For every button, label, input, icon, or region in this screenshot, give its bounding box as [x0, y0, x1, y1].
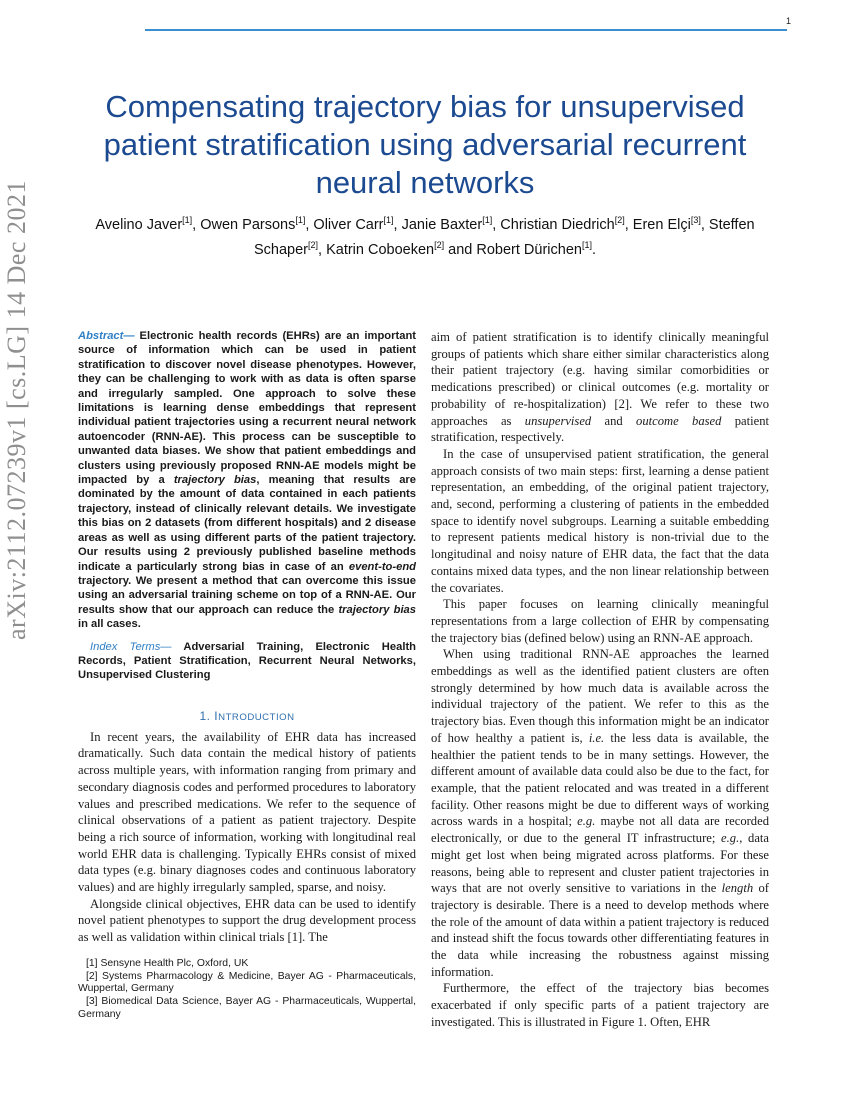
author: Oliver Carr[1] [313, 215, 394, 233]
page-number: 1 [786, 16, 792, 26]
index-terms-label: Index Terms— [90, 640, 172, 653]
author: Avelino Javer[1] [95, 215, 193, 233]
author-list: Avelino Javer[1], Owen Parsons[1], Oliver Carr[1], Janie Baxter[1], Christian Diedrich[2], Eren Elçi[3], Steffen Schaper[2], Katrin Coboeken[2] and Robert Dürichen[1]. [95, 215, 755, 258]
abstract: Abstract— Electronic health records (EHRs) are an important source of information which can be used in patient stratification to discover novel disease phenotypes. However, they can be challenging to work with as data is often sparse and irregularly sampled. One approach to solve these limitations is learning dense embeddings that represent individual patient trajectories using a recurrent neural network autoencoder (RNN-AE). This process can be susceptible to unwanted data biases. We show that patient embeddings and clusters using previously proposed RNN-AE models might be impacted by a trajectory bias, meaning that results are dominated by the amount of data contained in each patients trajectory, instead of clinically relevant details. We investigate this bias on 2 datasets (from different hospitals) and 2 disease areas as well as using different parts of the patient trajectory. Our results using 2 previously published baseline methods indicate a particularly strong bias in case of an event-to-end trajectory. We present a method that can overcome this issue using an adversarial training scheme on top of a RNN-AE. Our results show that our approach can reduce the trajectory bias in all cases. [78, 330, 417, 631]
body-paragraph: In recent years, the availability of EHR data has increased dramatically. Such data contain the medical history of patients across multiple years, with information ranging from primary and secondary diagnosis codes and performed procedures to laboratory values and prescribed medications. We refer to the sequence of clinical observations of a patient as patient trajectory. Despite being a rich source of information, working with longitudinal real world EHR data is challenging. Typically EHRs consist of mixed data types (e.g. binary diagnoses codes and continuous laboratory values) and are highly irregularly sampled, sparse, and noisy. [78, 729, 416, 895]
body-paragraph: In the case of unsupervised patient stratification, the general approach consists of two main steps: first, learning a dense patient representation, an embedding, of the original patient trajectory, and, second, performing a clustering of patients in the embedded space to identify novel subgroups. Learning a suitable embedding to represent patients medical history is non-trivial due to the longitudinal and noisy nature of EHR data, the fact that the data contains mixed data types, and the non linear relationship between the covariates. [431, 446, 769, 595]
paper-title: Compensating trajectory bias for unsupervised patient stratification using adversarial recurrent neural networks [103, 89, 747, 200]
header-rule [145, 29, 787, 31]
author: Robert Dürichen[1] [476, 239, 592, 258]
index-terms: Index Terms— Adversarial Training, Electronic Health Records, Patient Stratification, Recurrent Neural Networks, Unsupervised Clustering [78, 640, 416, 682]
body-paragraph: When using traditional RNN-AE approaches the learned embeddings as well as the identified patient clusters are often strongly determined by how much data is available across the individual trajectory of the patient. We refer to this as the trajectory bias. Even though this information might be an indicator of how healthy a patient is, i.e. the less data is available, the healthier the patient tends to be in many settings. However, the different amount of available data could also be due to the fact, for example, that the patient relocated and was treated in a different facility. Other reasons might be due to different ways of working across wards in a hospital; e.g. maybe not all data are recorded electronically, or due to the general IT infrastructure; e.g., data might get lost when being migrated across platforms. For these reasons, being able to represent and cluster patient trajectories in ways that are not overly sensitive to variations in the length of trajectory is desirable. There is a need to develop methods where the role of the amount of data within a patient trajectory is reduced and instead shift the focus towards other differentiating features in the data while increasing the robustness against missing information. [431, 647, 770, 979]
author: Katrin Coboeken[2] [326, 239, 445, 258]
arxiv-stamp: arXiv:2112.07239v1 [cs.LG] 14 Dec 2021 [2, 180, 31, 640]
right-column [431, 329, 769, 1031]
body-paragraph: Alongside clinical objectives, EHR data can be used to identify novel patient phenotypes to support the drug development process as well as validation within clinical trials [1]. The [78, 896, 416, 945]
footnote: [2] Systems Pharmacology & Medicine, Bayer AG - Pharmaceuticals, Wuppertal, Germany [78, 970, 416, 995]
footnotes [78, 958, 416, 1022]
section-heading-introduction: 1. INTRODUCTION [199, 708, 295, 723]
author: Owen Parsons[1] [200, 215, 306, 233]
body-paragraph: aim of patient stratification is to identify clinically meaningful groups of patients which share either similar characteristics along their patient trajectory (e.g. having similar comorbidities or medications prescribed) or clinical outcomes (e.g. mortality or probability of re-hospitalization) [2]. We refer to these two approaches as unsupervised and outcome based patient stratification, respectively. [431, 330, 769, 445]
author: Janie Baxter[1] [401, 215, 493, 233]
author: Eren Elçi[3] [632, 215, 701, 233]
author: Christian Diedrich[2] [500, 215, 625, 233]
footnote: [3] Biomedical Data Science, Bayer AG - Pharmaceuticals, Wuppertal, Germany [78, 996, 416, 1021]
body-paragraph: Furthermore, the effect of the trajectory bias becomes exacerbated if only specific parts of a patient trajectory are investigated. This is illustrated in Figure 1. Often, EHR [431, 981, 769, 1029]
body-paragraph: This paper focuses on learning clinically meaningful representations from a large collection of EHR by compensating the trajectory bias (defined below) using an RNN-AE approach. [431, 597, 769, 645]
author: Steffen Schaper[2] [254, 216, 755, 258]
footnote: [1] Sensyne Health Plc, Oxford, UK [86, 957, 249, 969]
left-column [78, 329, 416, 1022]
abstract-label: Abstract— [78, 330, 135, 342]
